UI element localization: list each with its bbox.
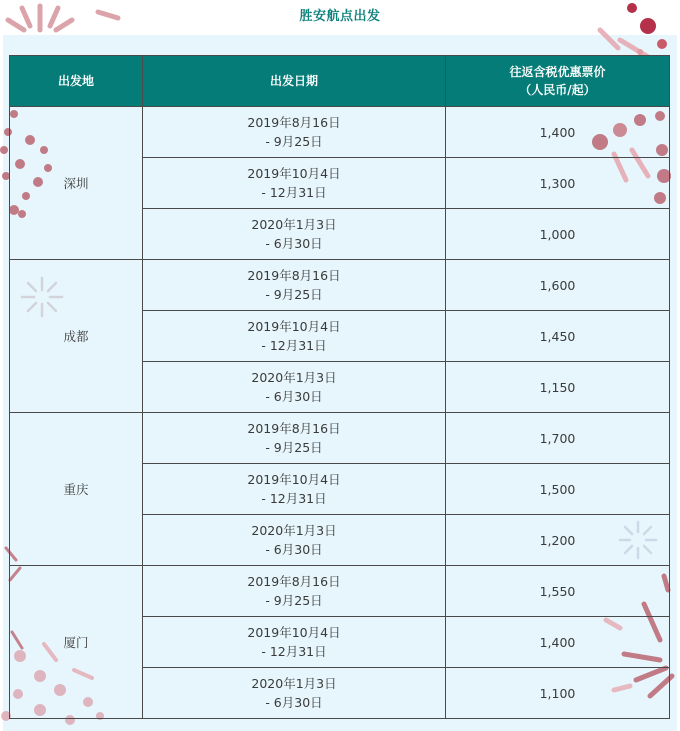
table-row — [10, 566, 670, 617]
page-title: 胜安航点出发 — [299, 9, 381, 24]
table-row — [10, 413, 670, 464]
date-end: - 12月31日 — [261, 644, 327, 659]
date-end: - 12月31日 — [261, 491, 327, 506]
fare-table — [9, 55, 670, 719]
origin-cell: 深圳 — [10, 107, 143, 260]
date-cell — [143, 158, 446, 209]
price-cell: 1,400 — [446, 107, 670, 158]
price-cell: 1,700 — [446, 413, 670, 464]
date-cell — [143, 107, 446, 158]
date-start: 2019年10月4日 — [247, 166, 341, 181]
price-cell: 1,100 — [446, 668, 670, 719]
date-start: 2019年8月16日 — [247, 574, 341, 589]
date-start: 2020年1月3日 — [251, 217, 337, 232]
date-end: - 9月25日 — [265, 440, 323, 455]
price-cell: 1,300 — [446, 158, 670, 209]
origin-cell: 厦门 — [10, 566, 143, 719]
price-cell: 1,150 — [446, 362, 670, 413]
date-cell — [143, 209, 446, 260]
date-end: - 6月30日 — [265, 389, 323, 404]
date-cell — [143, 260, 446, 311]
date-cell — [143, 566, 446, 617]
date-start: 2019年8月16日 — [247, 115, 341, 130]
date-cell — [143, 311, 446, 362]
table-row — [10, 260, 670, 311]
date-start: 2020年1月3日 — [251, 370, 337, 385]
date-end: - 9月25日 — [265, 287, 323, 302]
date-start: 2020年1月3日 — [251, 523, 337, 538]
date-start: 2019年10月4日 — [247, 319, 341, 334]
date-start: 2019年8月16日 — [247, 268, 341, 283]
date-end: - 6月30日 — [265, 542, 323, 557]
date-cell — [143, 668, 446, 719]
date-start: 2019年10月4日 — [247, 472, 341, 487]
date-end: - 12月31日 — [261, 338, 327, 353]
date-cell — [143, 515, 446, 566]
table-header-row — [10, 56, 670, 107]
date-cell — [143, 362, 446, 413]
date-start: 2020年1月3日 — [251, 676, 337, 691]
origin-cell: 成都 — [10, 260, 143, 413]
date-end: - 12月31日 — [261, 185, 327, 200]
price-cell: 1,450 — [446, 311, 670, 362]
date-cell — [143, 413, 446, 464]
header-price — [446, 56, 670, 107]
header-price-line2: （人民币/起） — [519, 83, 596, 97]
date-end: - 6月30日 — [265, 695, 323, 710]
price-cell: 1,600 — [446, 260, 670, 311]
date-cell — [143, 464, 446, 515]
price-cell: 1,500 — [446, 464, 670, 515]
date-end: - 9月25日 — [265, 134, 323, 149]
price-cell: 1,200 — [446, 515, 670, 566]
header-date: 出发日期 — [143, 56, 446, 107]
date-start: 2019年10月4日 — [247, 625, 341, 640]
price-cell: 1,550 — [446, 566, 670, 617]
header-price-line1: 往返含税优惠票价 — [509, 65, 606, 79]
header-origin: 出发地 — [10, 56, 143, 107]
price-cell: 1,400 — [446, 617, 670, 668]
price-cell: 1,000 — [446, 209, 670, 260]
date-start: 2019年8月16日 — [247, 421, 341, 436]
origin-cell: 重庆 — [10, 413, 143, 566]
table-row — [10, 107, 670, 158]
date-end: - 9月25日 — [265, 593, 323, 608]
date-cell — [143, 617, 446, 668]
date-end: - 6月30日 — [265, 236, 323, 251]
